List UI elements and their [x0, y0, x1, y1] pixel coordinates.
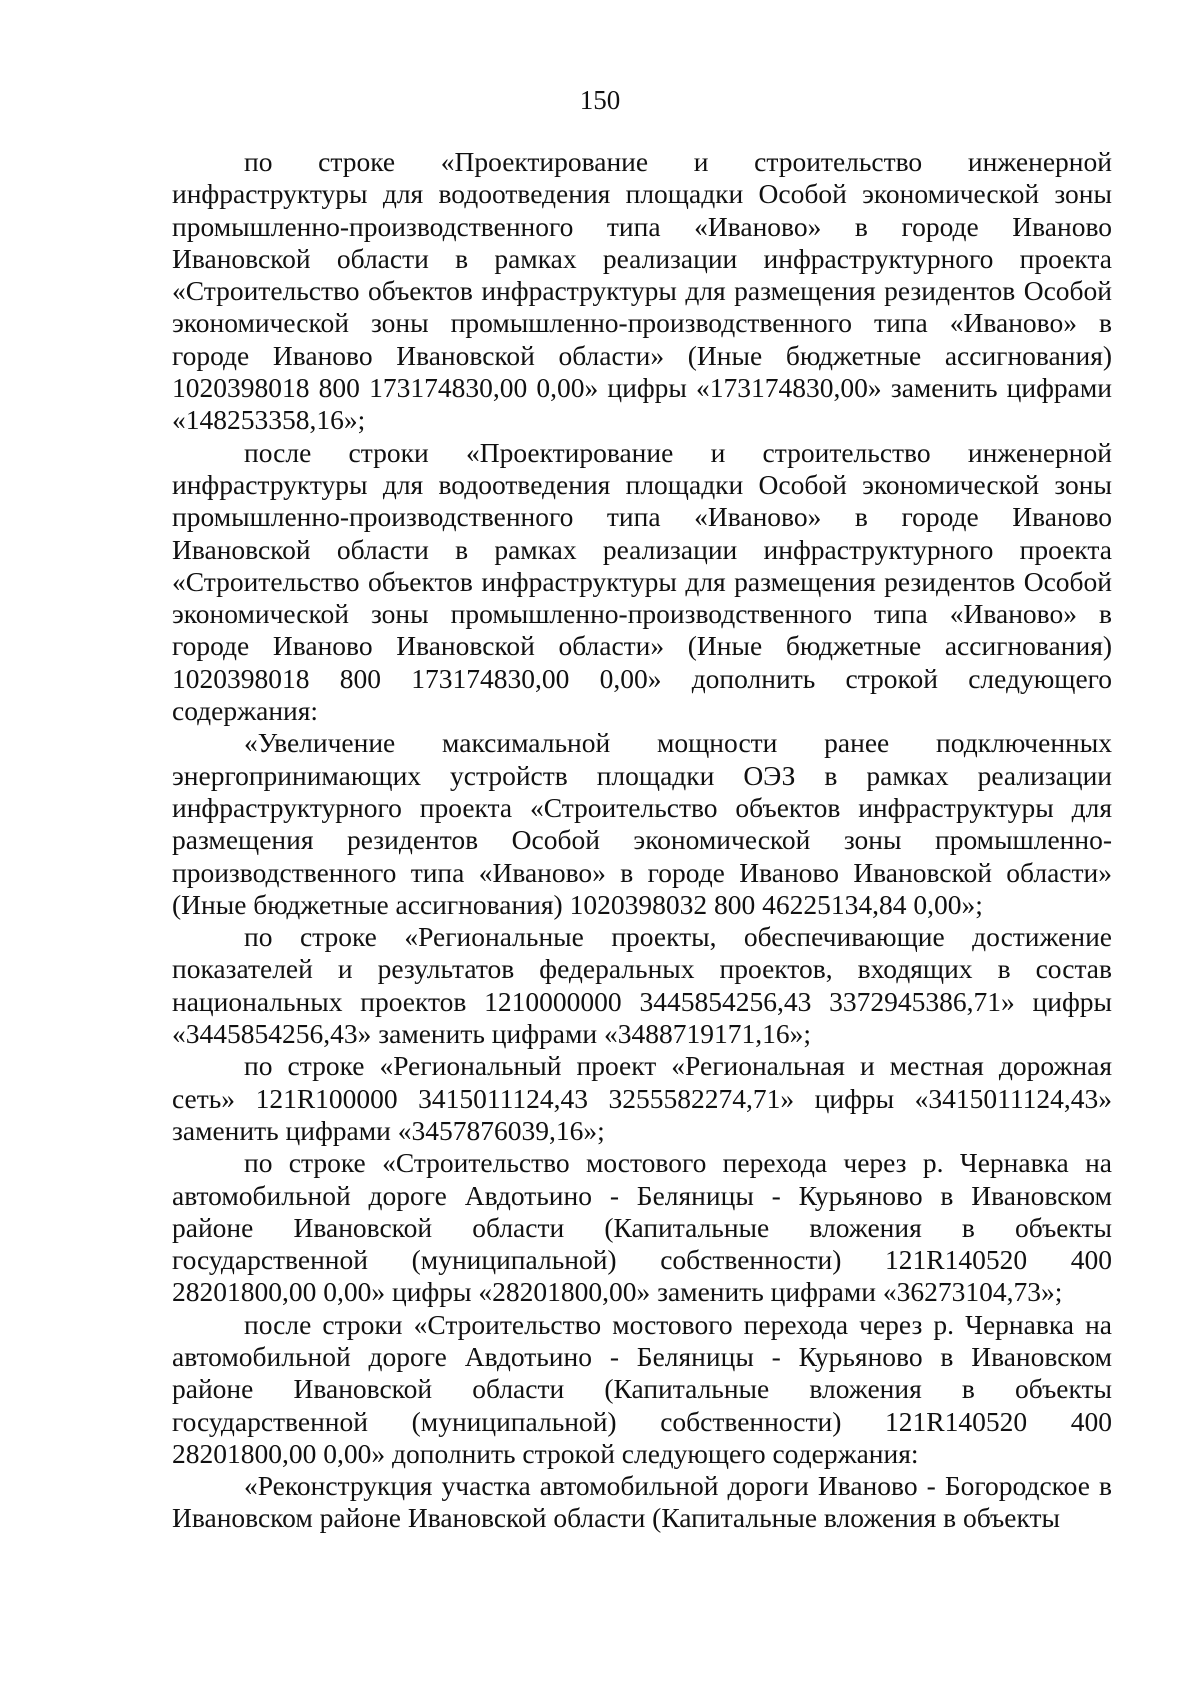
- paragraph-amend-road-network-project: по строке «Региональный проект «Региональная и местная дорожная сеть» 121R100000 3415011124,43 3255582274,71» цифры «3415011124,43» заменить цифрами «3457876039,16»;: [172, 1050, 1112, 1146]
- document-body: [172, 146, 1112, 1535]
- paragraph-new-row-road-reconstruction: «Реконструкция участка автомобильной дороги Иваново - Богородское в Ивановском районе Ивановской области (Капитальные вложения в объекты: [172, 1470, 1112, 1534]
- paragraph-add-after-bridge-construction: после строки «Строительство мостового перехода через р. Чернавка на автомобильной дороге Авдотьино - Беляницы - Курьяново в Ивановском районе Ивановской области (Капитальные вложения в объекты государственной (муниципальной) собственности) 121R140520 400 28201800,00 0,00» дополнить строкой следующего содержания:: [172, 1308, 1112, 1469]
- page-number: 150: [579, 85, 621, 115]
- paragraph-amend-bridge-construction: по строке «Строительство мостового перехода через р. Чернавка на автомобильной дороге Авдотьино - Беляницы - Курьяново в Ивановском районе Ивановской области (Капитальные вложения в объекты государственной (муниципальной) собственности) 121R140520 400 28201800,00 0,00» цифры «28201800,00» заменить цифрами «36273104,73»;: [172, 1147, 1112, 1308]
- paragraph-add-after-drainage-infrastructure: после строки «Проектирование и строительство инженерной инфраструктуры для водоотведения площадки Особой экономической зоны промышленно-производственного типа «Иваново» в городе Иваново Ивановской области в рамках реализации инфраструктурного проекта «Строительство объектов инфраструктуры для размещения резидентов Особой экономической зоны промышленно-производственного типа «Иваново» в городе Иваново Ивановской области» (Иные бюджетные ассигнования) 1020398018 800 173174830,00 0,00» дополнить строкой следующего содержания:: [172, 436, 1112, 727]
- paragraph-new-row-power-capacity: «Увеличение максимальной мощности ранее подключенных энергопринимающих устройств площадки ОЭЗ в рамках реализации инфраструктурного проекта «Строительство объектов инфраструктуры для размещения резидентов Особой экономической зоны промышленно-производственного типа «Иваново» в городе Иваново Ивановской области» (Иные бюджетные ассигнования) 1020398032 800 46225134,84 0,00»;: [172, 727, 1112, 920]
- paragraph-amend-drainage-infrastructure: по строке «Проектирование и строительство инженерной инфраструктуры для водоотведения площадки Особой экономической зоны промышленно-производственного типа «Иваново» в городе Иваново Ивановской области в рамках реализации инфраструктурного проекта «Строительство объектов инфраструктуры для размещения резидентов Особой экономической зоны промышленно-производственного типа «Иваново» в городе Иваново Ивановской области» (Иные бюджетные ассигнования) 1020398018 800 173174830,00 0,00» цифры «173174830,00» заменить цифрами «148253358,16»;: [172, 146, 1112, 436]
- paragraph-amend-regional-projects: по строке «Региональные проекты, обеспечивающие достижение показателей и результатов федеральных проектов, входящих в состав национальных проектов 1210000000 3445854256,43 3372945386,71» цифры «3445854256,43» заменить цифрами «3488719171,16»;: [172, 921, 1112, 1050]
